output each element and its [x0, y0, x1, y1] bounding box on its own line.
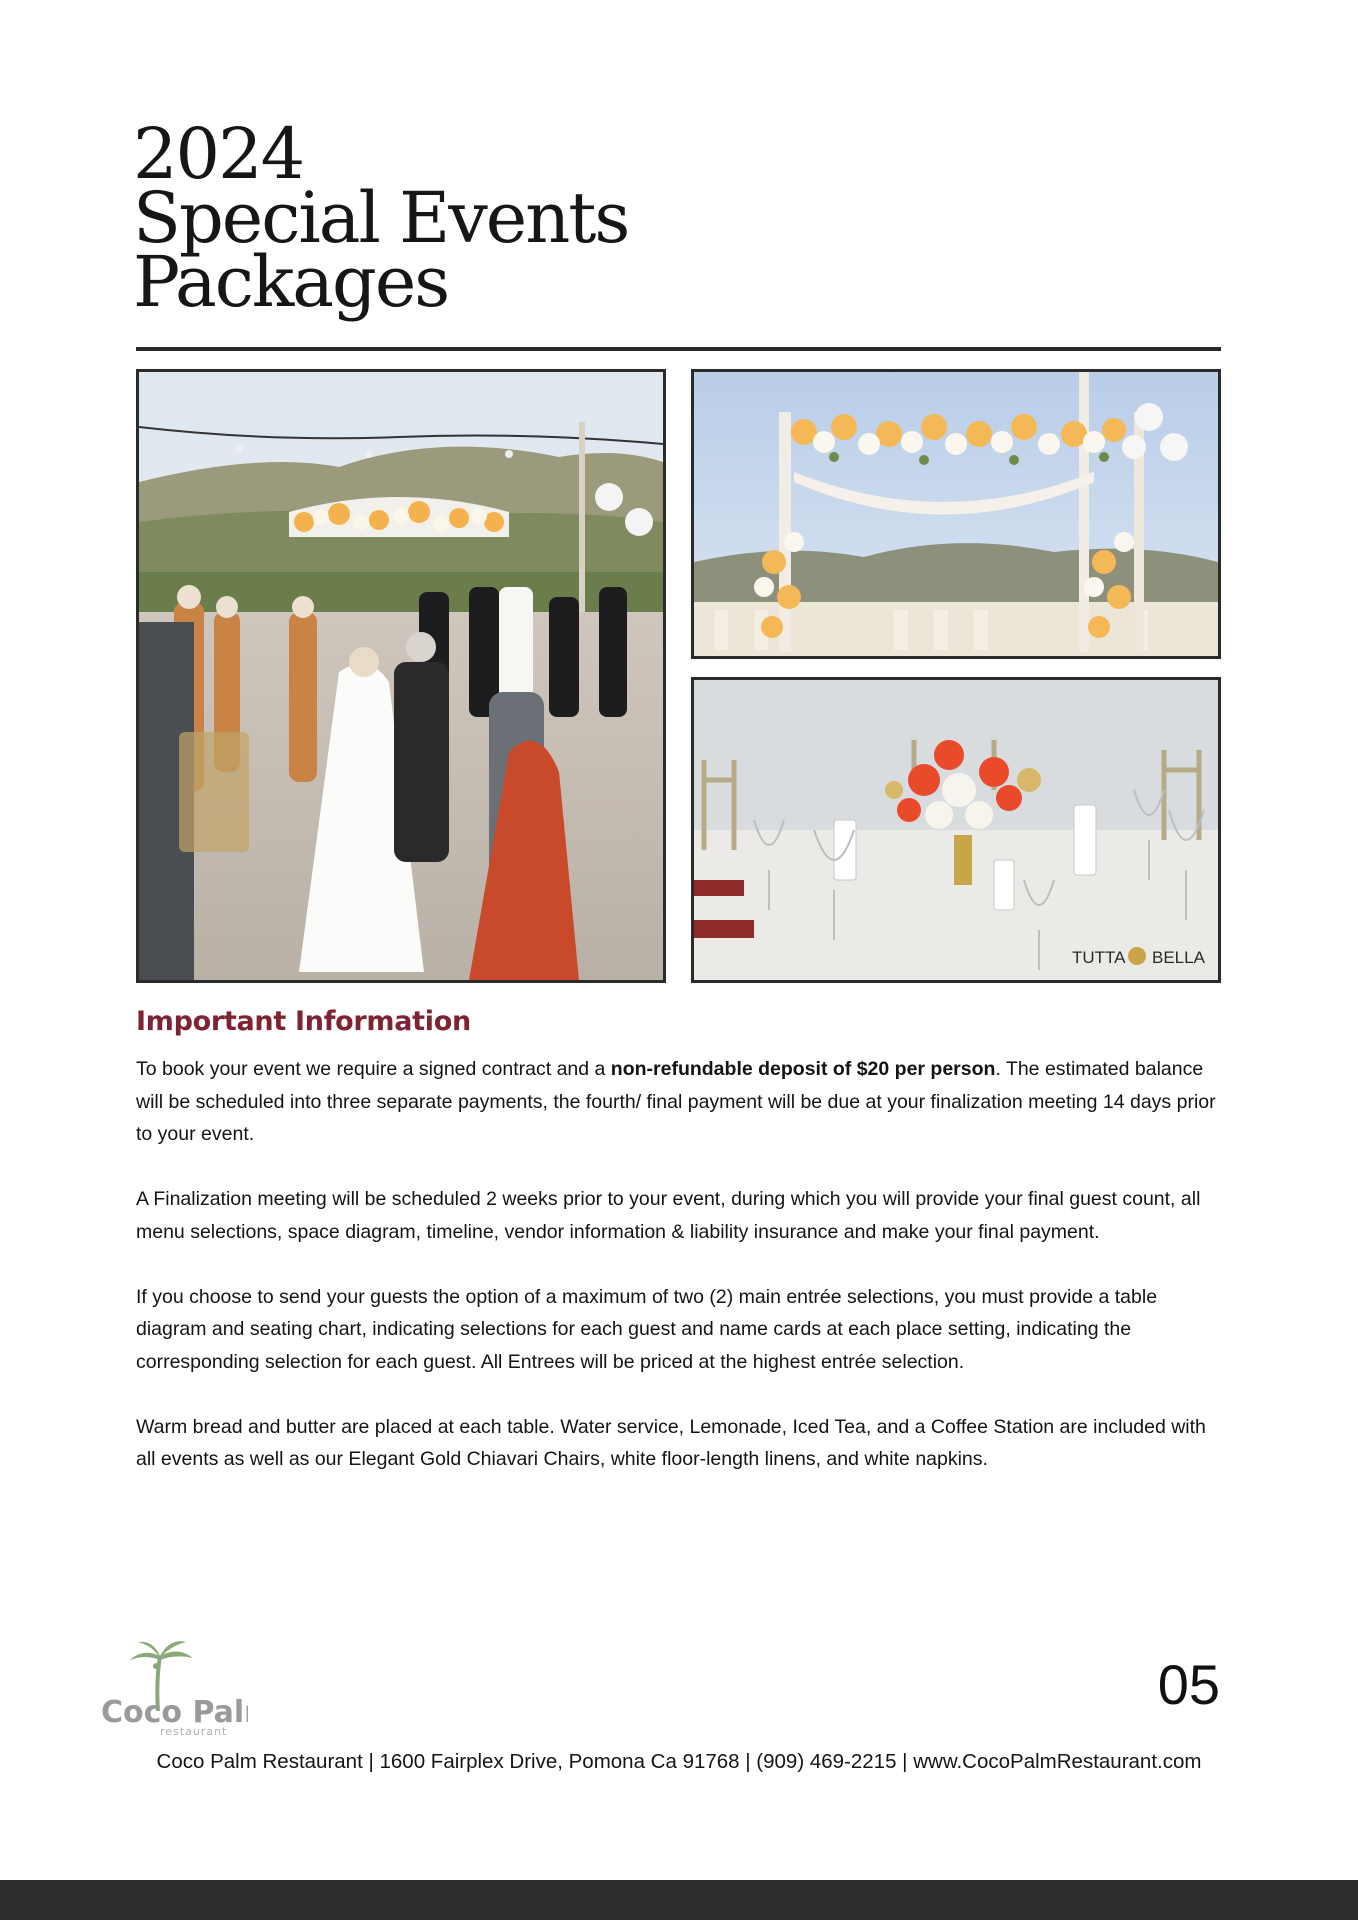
- important-info-body: [136, 1053, 1226, 1508]
- deposit-emphasis: non-refundable deposit of $20 per person: [610, 1058, 996, 1080]
- table-centerpiece-photo: [691, 677, 1221, 983]
- section-heading: Important Information: [136, 1006, 471, 1037]
- footer-band: [0, 1880, 1358, 1920]
- paragraph-finalization: A Finalization meeting will be scheduled 2 weeks prior to your event, during which you will provide your final guest count, all menu selections, space diagram, timeline, vendor information & liability insurance and make your final payment.: [136, 1188, 1201, 1243]
- watermark-left: TUTTA: [1072, 948, 1126, 967]
- title-line-2: Special Events: [133, 177, 629, 259]
- page-title: [133, 113, 629, 323]
- watermark-right: BELLA: [1152, 948, 1205, 967]
- paragraph-entree: If you choose to send your guests the option of a maximum of two (2) main entrée selections, you must provide a table diagram and seating chart, indicating selections for each guest and name cards at each place setting, indicating the corresponding selection for each guest. All Entrees will be priced at the highest entrée selection.: [136, 1285, 1158, 1373]
- logo-wordmark: Coco Pal: [101, 1695, 245, 1730]
- floral-arch-photo: [691, 369, 1221, 659]
- page-number: 05: [1157, 1653, 1220, 1716]
- footer-contact: Coco Palm Restaurant | 1600 Fairplex Drive, Pomona Ca 91768 | (909) 469-2215 | www.CocoPalmRestaurant.com: [156, 1750, 1202, 1773]
- title-line-3: Packages: [133, 241, 449, 323]
- title-year: 2024: [133, 113, 304, 195]
- paragraph-deposit: To book your event we require a signed contract and a non-refundable deposit of $20 per person. The estimated balance will be scheduled into three separate payments, the fourth/ final payment will be due at your finalization meeting 14 days prior to your event.: [136, 1058, 1216, 1145]
- logo-subtitle: restaurant: [160, 1725, 228, 1738]
- paragraph-included: Warm bread and butter are placed at each table. Water service, Lemonade, Iced Tea, and a Coffee Station are included with all events as well as our Elegant Gold Chiavari Chairs, white floor-length linens, and white napkins.: [136, 1415, 1206, 1470]
- wedding-ceremony-photo: [136, 369, 666, 983]
- coco-palm-logo: [98, 1636, 248, 1738]
- title-divider: [136, 347, 1221, 351]
